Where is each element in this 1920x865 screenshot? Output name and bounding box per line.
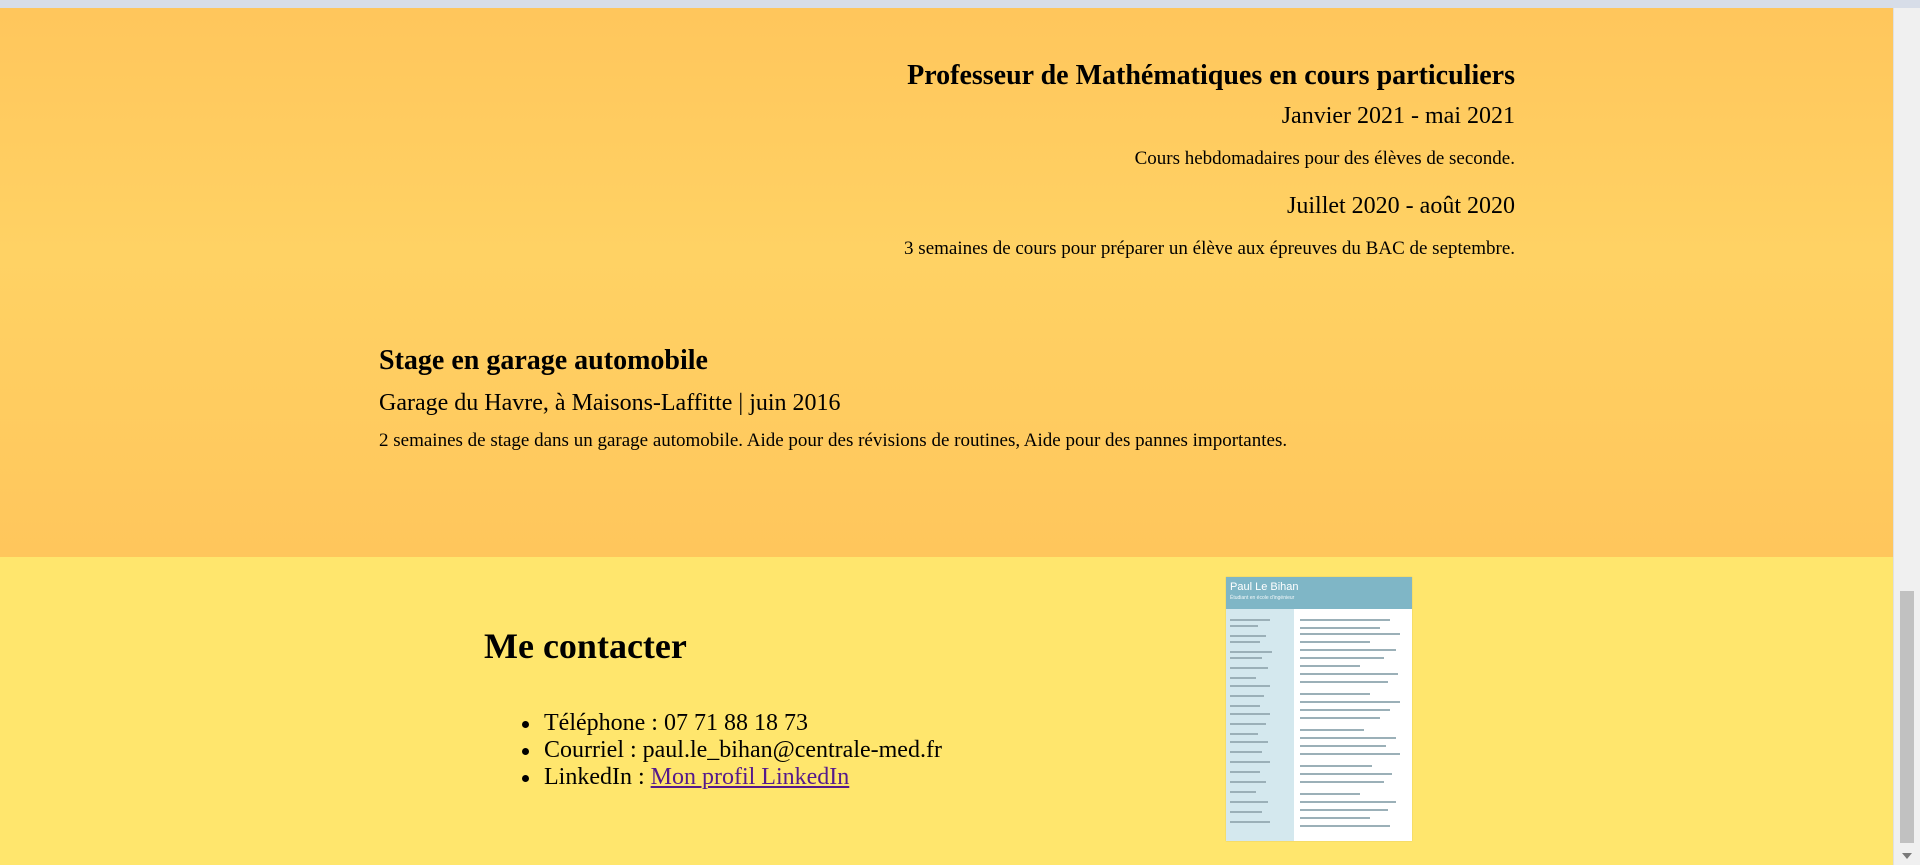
cv-preview-line (1300, 641, 1370, 643)
cv-preview-line (1300, 633, 1400, 635)
cv-preview-line (1230, 801, 1268, 803)
cv-preview-line (1300, 793, 1360, 795)
contact-list (544, 710, 942, 791)
cv-preview-line (1230, 791, 1256, 793)
cv-preview-line (1300, 809, 1388, 811)
math-tutor-entry (615, 56, 1515, 276)
cv-preview-line (1230, 733, 1258, 735)
cv-preview-line (1230, 695, 1264, 697)
job-description: Cours hebdomadaires pour des élèves de seconde. (1134, 148, 1515, 169)
job-description: 3 semaines de cours pour préparer un élève aux épreuves du BAC de septembre. (904, 238, 1515, 259)
job-place-period: Garage du Havre, à Maisons-Laffitte | juin 2016 (379, 390, 841, 416)
cv-preview-line (1300, 649, 1396, 651)
cv-preview-line (1300, 627, 1380, 629)
cv-preview-line (1230, 667, 1268, 669)
cv-preview-line (1230, 685, 1270, 687)
cv-preview-name: Paul Le Bihan (1230, 581, 1299, 593)
cv-preview-image[interactable] (1226, 577, 1412, 841)
cv-preview-line (1300, 693, 1370, 695)
contact-title: Me contacter (484, 626, 687, 666)
cv-preview-line (1230, 677, 1256, 679)
cv-preview-line (1300, 753, 1400, 755)
cv-preview-line (1230, 723, 1266, 725)
contact-section (0, 557, 1894, 865)
garage-internship-entry (379, 337, 1479, 468)
job-period: Janvier 2021 - mai 2021 (1281, 103, 1515, 129)
scroll-down-arrow-icon[interactable] (1902, 853, 1912, 859)
cv-preview-line (1230, 619, 1270, 621)
linkedin-profile-link[interactable]: Mon profil LinkedIn (650, 764, 850, 790)
contact-phone: Téléphone : 07 71 88 18 73 (544, 710, 942, 737)
contact-linkedin (544, 764, 942, 791)
job-description: 2 semaines de stage dans un garage automobile. Aide pour des révisions de routines, Aide pour des pannes importantes. (379, 430, 1288, 451)
cv-preview-line (1230, 657, 1262, 659)
scrollbar-thumb[interactable] (1900, 591, 1914, 843)
cv-preview-header (1226, 577, 1412, 609)
linkedin-prefix: LinkedIn : (544, 764, 651, 790)
cv-preview-line (1230, 781, 1266, 783)
cv-preview-line (1230, 635, 1266, 637)
cv-preview-line (1230, 751, 1262, 753)
job-period: Juillet 2020 - août 2020 (1287, 193, 1515, 219)
cv-preview-subtitle: Étudiant en école d'ingénieur (1230, 595, 1295, 601)
cv-preview-sidebar (1226, 609, 1294, 841)
cv-preview-line (1230, 811, 1262, 813)
cv-preview-line (1300, 673, 1398, 675)
cv-preview-line (1300, 657, 1384, 659)
cv-preview-line (1300, 729, 1364, 731)
cv-preview-line (1230, 771, 1260, 773)
cv-preview-line (1230, 713, 1270, 715)
cv-preview-line (1300, 781, 1384, 783)
cv-preview-line (1230, 761, 1270, 763)
cv-preview-line (1230, 705, 1260, 707)
cv-preview-line (1300, 817, 1370, 819)
cv-preview-line (1300, 709, 1390, 711)
cv-preview-line (1300, 765, 1372, 767)
cv-preview-line (1230, 651, 1272, 653)
cv-preview-line (1300, 773, 1392, 775)
vertical-scrollbar[interactable] (1893, 8, 1920, 865)
cv-preview-line (1300, 681, 1388, 683)
cv-preview-line (1300, 737, 1396, 739)
cv-preview-line (1230, 641, 1260, 643)
job-title: Stage en garage automobile (379, 345, 708, 376)
cv-preview-line (1300, 665, 1360, 667)
cv-preview-line (1300, 801, 1396, 803)
experience-section (0, 8, 1894, 557)
contact-email: Courriel : paul.le_bihan@centrale-med.fr (544, 737, 942, 763)
cv-preview-line (1300, 717, 1380, 719)
cv-preview-line (1300, 619, 1390, 621)
cv-preview-line (1230, 741, 1268, 743)
cv-preview-line (1300, 825, 1390, 827)
cv-preview-line (1300, 701, 1400, 703)
job-title: Professeur de Mathématiques en cours particuliers (907, 60, 1515, 91)
cv-preview-line (1300, 745, 1386, 747)
cv-preview-line (1230, 821, 1270, 823)
cv-preview-line (1230, 625, 1258, 627)
